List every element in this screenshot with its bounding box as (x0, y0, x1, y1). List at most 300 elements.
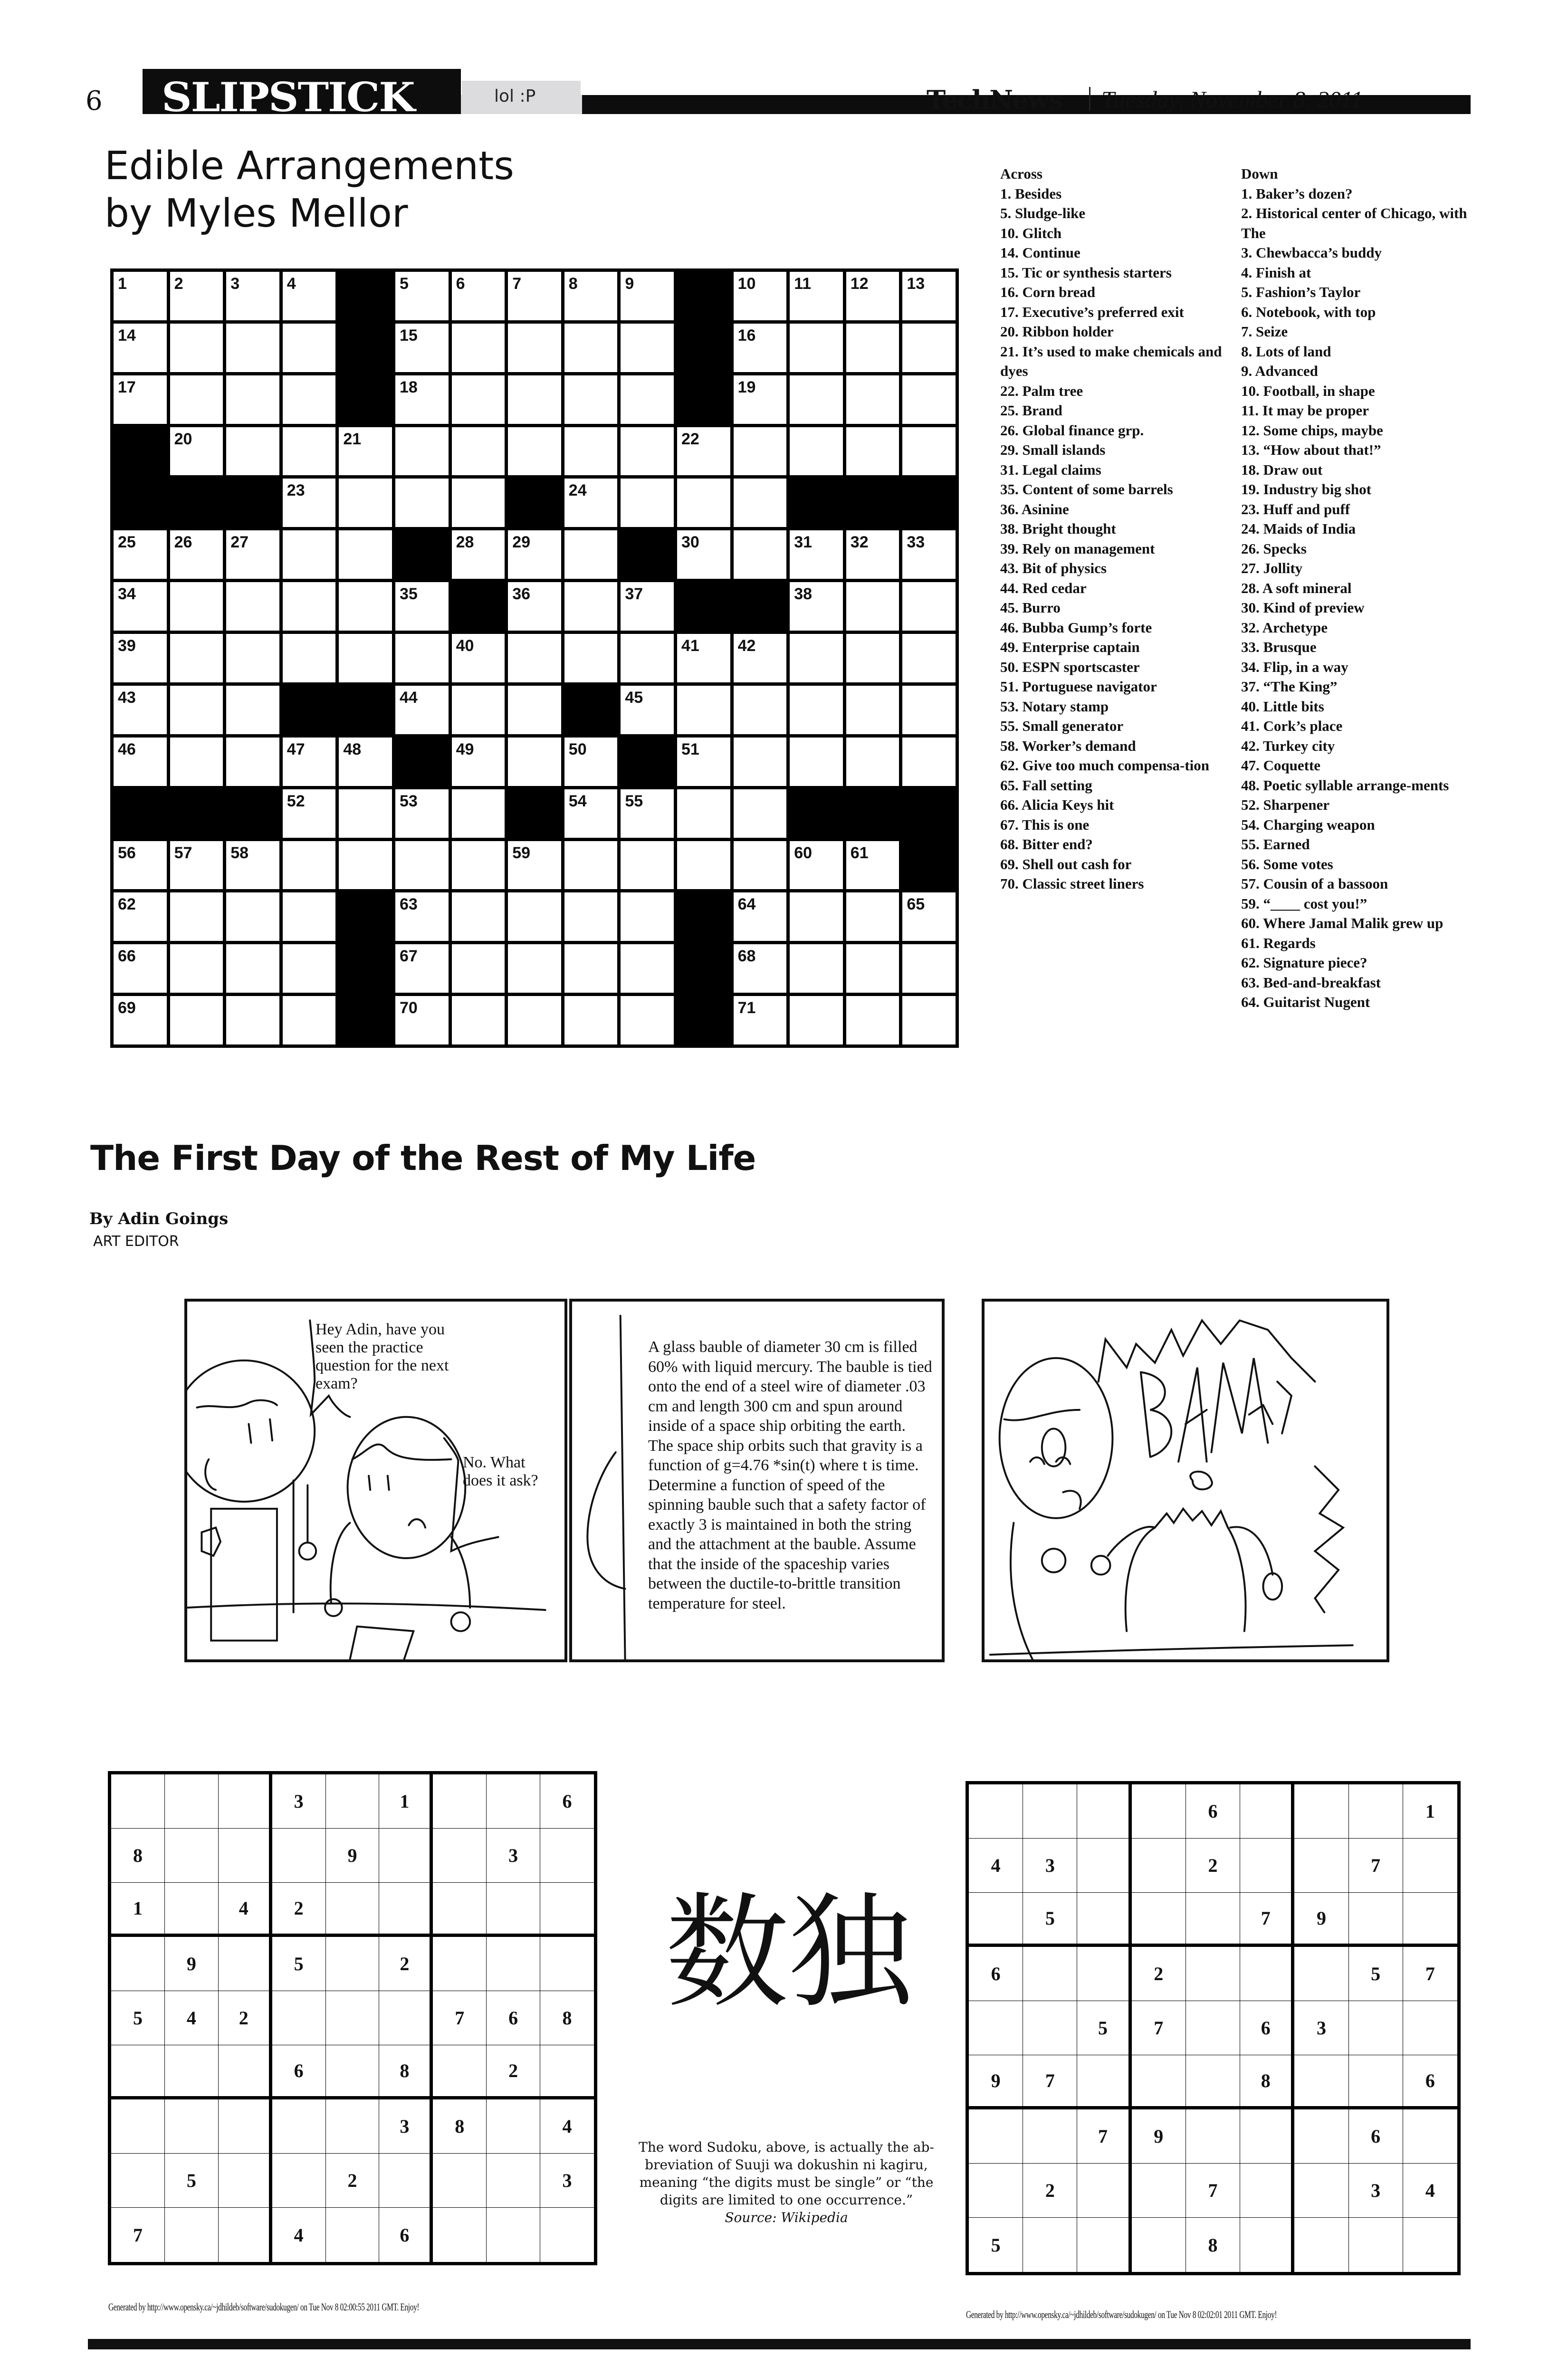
sudoku-empty-cell[interactable] (487, 1774, 540, 1829)
crossword-cell[interactable] (564, 892, 618, 941)
crossword-cell[interactable] (452, 479, 505, 527)
crossword-cell[interactable] (226, 634, 279, 682)
crossword-cell[interactable] (621, 582, 674, 631)
sudoku-empty-cell[interactable] (1186, 1947, 1240, 2001)
crossword-cell[interactable] (508, 686, 561, 734)
crossword-cell[interactable] (508, 738, 561, 786)
crossword-cell[interactable] (734, 530, 787, 579)
crossword-cell[interactable] (114, 944, 167, 993)
clue-number: 62 (118, 895, 136, 914)
crossword-block (114, 479, 167, 527)
crossword-cell[interactable] (621, 634, 674, 682)
crossword-cell[interactable] (226, 582, 279, 631)
issue-date: Tuesday, November 8, 2011 (1101, 86, 1363, 113)
sudoku-empty-cell[interactable] (165, 1774, 219, 1829)
sudoku-empty-cell[interactable] (326, 2099, 380, 2154)
sudoku-empty-cell[interactable] (487, 1937, 540, 1991)
crossword-block (339, 272, 392, 320)
crossword-cell[interactable] (508, 530, 561, 579)
crossword-cell[interactable] (170, 582, 223, 631)
sudoku-empty-cell[interactable] (433, 1937, 487, 1991)
crossword-cell[interactable] (846, 582, 899, 631)
sudoku-empty-cell[interactable] (1077, 2218, 1131, 2272)
crossword-cell[interactable] (226, 272, 279, 320)
sudoku-empty-cell[interactable] (487, 2154, 540, 2208)
crossword-cell[interactable] (114, 375, 167, 424)
crossword-cell[interactable] (790, 944, 843, 993)
crossword-cell[interactable] (790, 686, 843, 734)
crossword-cell[interactable] (339, 841, 392, 890)
crossword-cell[interactable] (395, 944, 449, 993)
crossword-cell[interactable] (564, 841, 618, 890)
sudoku-empty-cell[interactable] (1077, 1784, 1131, 1839)
crossword-cell[interactable] (395, 582, 449, 631)
crossword-cell[interactable] (790, 634, 843, 682)
sudoku-empty-cell[interactable] (433, 1829, 487, 1883)
crossword-cell[interactable] (621, 944, 674, 993)
sudoku-empty-cell[interactable] (326, 1991, 380, 2045)
crossword-cell[interactable] (564, 789, 618, 838)
crossword-cell[interactable] (621, 996, 674, 1044)
sudoku-empty-cell[interactable] (219, 2045, 272, 2099)
sudoku-empty-cell[interactable] (1349, 1893, 1403, 1947)
crossword-cell[interactable] (846, 996, 899, 1044)
sudoku-empty-cell[interactable] (540, 2208, 594, 2262)
crossword-cell[interactable] (339, 479, 392, 527)
crossword-cell[interactable] (734, 324, 787, 372)
sudoku-empty-cell[interactable] (111, 2045, 165, 2099)
sudoku-empty-cell[interactable] (326, 2208, 380, 2262)
crossword-cell[interactable] (452, 272, 505, 320)
crossword-cell[interactable] (846, 841, 899, 890)
sudoku-empty-cell[interactable] (1132, 1893, 1186, 1947)
crossword-cell[interactable] (395, 892, 449, 941)
sudoku-empty-cell[interactable] (1403, 2218, 1457, 2272)
crossword-cell[interactable] (508, 841, 561, 890)
sudoku-empty-cell[interactable] (165, 2099, 219, 2154)
sudoku-empty-cell[interactable] (1294, 2164, 1348, 2218)
sudoku-empty-cell[interactable] (272, 2099, 326, 2154)
sudoku-empty-cell[interactable] (969, 2109, 1023, 2164)
sudoku-empty-cell[interactable] (1186, 2109, 1240, 2164)
sudoku-empty-cell[interactable] (1294, 1947, 1348, 2001)
sudoku-empty-cell[interactable] (379, 1883, 433, 1937)
crossword-cell[interactable] (226, 892, 279, 941)
sudoku-empty-cell[interactable] (1077, 1893, 1131, 1947)
crossword-cell[interactable] (395, 479, 449, 527)
crossword-cell[interactable] (395, 841, 449, 890)
sudoku-empty-cell[interactable] (1023, 1784, 1077, 1839)
sudoku-empty-cell[interactable] (1240, 2164, 1294, 2218)
sudoku-empty-cell[interactable] (1132, 2164, 1186, 2218)
crossword-cell[interactable] (226, 530, 279, 579)
sudoku-empty-cell[interactable] (219, 2099, 272, 2154)
sudoku-empty-cell[interactable] (1186, 1893, 1240, 1947)
sudoku-empty-cell[interactable] (1186, 2055, 1240, 2109)
crossword-cell[interactable] (790, 996, 843, 1044)
crossword-cell[interactable] (734, 841, 787, 890)
sudoku-empty-cell[interactable] (1403, 2001, 1457, 2055)
crossword-cell[interactable] (452, 789, 505, 838)
crossword-cell[interactable] (621, 841, 674, 890)
sudoku-empty-cell[interactable] (487, 1883, 540, 1937)
crossword-cell[interactable] (395, 272, 449, 320)
crossword-cell[interactable] (508, 944, 561, 993)
sudoku-empty-cell[interactable] (165, 1829, 219, 1883)
sudoku-empty-cell[interactable] (1349, 2218, 1403, 2272)
crossword-cell[interactable] (790, 427, 843, 476)
crossword-cell[interactable] (564, 479, 618, 527)
crossword-cell[interactable] (621, 427, 674, 476)
crossword-cell[interactable] (846, 272, 899, 320)
sudoku-empty-cell[interactable] (219, 2208, 272, 2262)
crossword-cell[interactable] (790, 272, 843, 320)
sudoku-empty-cell[interactable] (540, 1829, 594, 1883)
sudoku-empty-cell[interactable] (326, 1883, 380, 1937)
crossword-cell[interactable] (283, 375, 336, 424)
sudoku-empty-cell[interactable] (219, 2154, 272, 2208)
sudoku-empty-cell[interactable] (1403, 1893, 1457, 1947)
crossword-cell[interactable] (846, 634, 899, 682)
crossword-cell[interactable] (621, 375, 674, 424)
crossword-cell[interactable] (283, 789, 336, 838)
crossword-cell[interactable] (170, 634, 223, 682)
crossword-cell[interactable] (846, 375, 899, 424)
sudoku-empty-cell[interactable] (1077, 1839, 1131, 1893)
sudoku-empty-cell[interactable] (272, 1829, 326, 1883)
crossword-cell[interactable] (902, 634, 956, 682)
crossword-cell[interactable] (114, 738, 167, 786)
crossword-cell[interactable] (508, 375, 561, 424)
sudoku-empty-cell[interactable] (969, 1893, 1023, 1947)
crossword-cell[interactable] (283, 996, 336, 1044)
sudoku-empty-cell[interactable] (433, 2208, 487, 2262)
sudoku-empty-cell[interactable] (1077, 2164, 1131, 2218)
crossword-cell[interactable] (734, 738, 787, 786)
crossword-cell[interactable] (790, 892, 843, 941)
sudoku-empty-cell[interactable] (1132, 1839, 1186, 1893)
sudoku-empty-cell[interactable] (165, 1883, 219, 1937)
crossword-cell[interactable] (226, 738, 279, 786)
crossword-cell[interactable] (395, 375, 449, 424)
sudoku-empty-cell[interactable] (1186, 2001, 1240, 2055)
crossword-cell[interactable] (734, 479, 787, 527)
crossword-cell[interactable] (564, 738, 618, 786)
crossword-cell[interactable] (170, 686, 223, 734)
crossword-cell[interactable] (734, 944, 787, 993)
crossword-cell[interactable] (508, 272, 561, 320)
crossword-cell[interactable] (226, 324, 279, 372)
sudoku-empty-cell[interactable] (1240, 1947, 1294, 2001)
crossword-cell[interactable] (621, 324, 674, 372)
sudoku-empty-cell[interactable] (111, 1937, 165, 1991)
clue-number: 3 (230, 275, 240, 293)
crossword-cell[interactable] (226, 686, 279, 734)
across-heading: Across (1000, 165, 1042, 182)
crossword-cell[interactable] (452, 892, 505, 941)
crossword-cell[interactable] (621, 686, 674, 734)
crossword-cell[interactable] (114, 634, 167, 682)
sudoku-empty-cell[interactable] (1294, 1784, 1348, 1839)
crossword-cell[interactable] (395, 324, 449, 372)
crossword-cell[interactable] (902, 582, 956, 631)
crossword-cell[interactable] (564, 272, 618, 320)
sudoku-empty-cell[interactable] (1240, 2218, 1294, 2272)
sudoku-empty-cell[interactable] (969, 2164, 1023, 2218)
sudoku-empty-cell[interactable] (272, 2154, 326, 2208)
crossword-cell[interactable] (170, 738, 223, 786)
crossword-cell[interactable] (790, 324, 843, 372)
crossword-cell[interactable] (395, 686, 449, 734)
sudoku-empty-cell[interactable] (379, 2154, 433, 2208)
crossword-cell[interactable] (226, 996, 279, 1044)
sudoku-empty-cell[interactable] (1349, 2001, 1403, 2055)
clue-number: 5 (399, 275, 409, 293)
crossword-cell[interactable] (677, 479, 730, 527)
sudoku-empty-cell[interactable] (272, 1991, 326, 2045)
sudoku-empty-cell[interactable] (379, 1991, 433, 2045)
crossword-cell[interactable] (170, 324, 223, 372)
sudoku-empty-cell[interactable] (487, 2099, 540, 2154)
crossword-cell[interactable] (677, 427, 730, 476)
crossword-block (508, 789, 561, 838)
crossword-cell[interactable] (902, 892, 956, 941)
crossword-cell[interactable] (621, 789, 674, 838)
sudoku-empty-cell[interactable] (1240, 1784, 1294, 1839)
sudoku-empty-cell[interactable] (1023, 2218, 1077, 2272)
crossword-cell[interactable] (508, 427, 561, 476)
crossword-cell[interactable] (339, 789, 392, 838)
crossword-cell[interactable] (790, 530, 843, 579)
sudoku-empty-cell[interactable] (111, 1774, 165, 1829)
crossword-cell[interactable] (846, 944, 899, 993)
crossword-cell[interactable] (564, 944, 618, 993)
sudoku-empty-cell[interactable] (1349, 2055, 1403, 2109)
crossword-cell[interactable] (790, 582, 843, 631)
crossword-cell[interactable] (902, 686, 956, 734)
crossword-cell[interactable] (114, 582, 167, 631)
crossword-cell[interactable] (508, 996, 561, 1044)
sudoku-empty-cell[interactable] (219, 1774, 272, 1829)
crossword-cell[interactable] (677, 530, 730, 579)
crossword-cell[interactable] (846, 530, 899, 579)
crossword-cell[interactable] (452, 324, 505, 372)
crossword-cell[interactable] (283, 738, 336, 786)
sudoku-empty-cell[interactable] (540, 1937, 594, 1991)
crossword-cell[interactable] (846, 427, 899, 476)
crossword-cell[interactable] (226, 841, 279, 890)
sudoku-empty-cell[interactable] (1294, 1839, 1348, 1893)
crossword-cell[interactable] (170, 944, 223, 993)
crossword-cell[interactable] (114, 272, 167, 320)
sudoku-empty-cell[interactable] (326, 1937, 380, 1991)
crossword-cell[interactable] (283, 944, 336, 993)
sudoku-empty-cell[interactable] (1132, 2055, 1186, 2109)
crossword-cell[interactable] (114, 841, 167, 890)
crossword-cell[interactable] (339, 427, 392, 476)
crossword-cell[interactable] (452, 841, 505, 890)
crossword-cell[interactable] (170, 996, 223, 1044)
crossword-cell[interactable] (790, 841, 843, 890)
crossword-cell[interactable] (395, 789, 449, 838)
crossword-cell[interactable] (508, 582, 561, 631)
crossword-cell[interactable] (846, 738, 899, 786)
sudoku-empty-cell[interactable] (1023, 1947, 1077, 2001)
sudoku-empty-cell[interactable] (165, 2045, 219, 2099)
crossword-cell[interactable] (790, 375, 843, 424)
sudoku-empty-cell[interactable] (111, 2154, 165, 2208)
crossword-cell[interactable] (452, 634, 505, 682)
crossword-cell[interactable] (790, 738, 843, 786)
crossword-cell[interactable] (395, 996, 449, 1044)
crossword-cell[interactable] (902, 375, 956, 424)
crossword-cell[interactable] (170, 841, 223, 890)
sudoku-empty-cell[interactable] (1294, 2055, 1348, 2109)
crossword-cell[interactable] (734, 272, 787, 320)
sudoku-empty-cell[interactable] (1403, 1839, 1457, 1893)
crossword-cell[interactable] (114, 686, 167, 734)
crossword-cell[interactable] (283, 892, 336, 941)
crossword-cell[interactable] (452, 996, 505, 1044)
crossword-cell[interactable] (452, 686, 505, 734)
crossword-cell[interactable] (283, 324, 336, 372)
crossword-cell[interactable] (846, 892, 899, 941)
sudoku-empty-cell[interactable] (219, 1829, 272, 1883)
crossword-cell[interactable] (564, 324, 618, 372)
crossword-cell[interactable] (734, 789, 787, 838)
crossword-cell[interactable] (902, 530, 956, 579)
crossword-cell[interactable] (283, 841, 336, 890)
crossword-cell[interactable] (734, 634, 787, 682)
crossword-cell[interactable] (846, 686, 899, 734)
sudoku-empty-cell[interactable] (1403, 2109, 1457, 2164)
crossword-cell[interactable] (564, 427, 618, 476)
sudoku-empty-cell[interactable] (1023, 2109, 1077, 2164)
crossword-cell[interactable] (283, 272, 336, 320)
sudoku-empty-cell[interactable] (326, 2045, 380, 2099)
crossword-cell[interactable] (902, 944, 956, 993)
crossword-cell[interactable] (846, 324, 899, 372)
crossword-cell[interactable] (564, 634, 618, 682)
sudoku-empty-cell[interactable] (1240, 1839, 1294, 1893)
crossword-cell[interactable] (170, 375, 223, 424)
sudoku-empty-cell[interactable] (969, 1784, 1023, 1839)
crossword-cell[interactable] (902, 996, 956, 1044)
crossword-cell[interactable] (395, 634, 449, 682)
crossword-cell[interactable] (395, 427, 449, 476)
crossword-cell[interactable] (734, 427, 787, 476)
crossword-cell[interactable] (677, 686, 730, 734)
sudoku-empty-cell[interactable] (219, 1937, 272, 1991)
sudoku-empty-cell[interactable] (1077, 1947, 1131, 2001)
sudoku-empty-cell[interactable] (379, 1829, 433, 1883)
crossword-cell[interactable] (452, 427, 505, 476)
sudoku-empty-cell[interactable] (1349, 1784, 1403, 1839)
crossword-cell[interactable] (508, 892, 561, 941)
crossword-cell[interactable] (621, 892, 674, 941)
crossword-cell[interactable] (902, 738, 956, 786)
crossword-cell[interactable] (734, 375, 787, 424)
crossword-cell[interactable] (339, 738, 392, 786)
crossword-cell[interactable] (508, 324, 561, 372)
crossword-cell[interactable] (677, 738, 730, 786)
crossword-cell[interactable] (170, 272, 223, 320)
crossword-cell[interactable] (677, 634, 730, 682)
crossword-cell[interactable] (339, 634, 392, 682)
crossword-cell[interactable] (452, 530, 505, 579)
crossword-cell[interactable] (283, 530, 336, 579)
crossword-cell[interactable] (677, 841, 730, 890)
crossword-cell[interactable] (621, 272, 674, 320)
crossword-cell[interactable] (902, 324, 956, 372)
crossword-cell[interactable] (902, 272, 956, 320)
sudoku-empty-cell[interactable] (969, 2001, 1023, 2055)
sudoku-empty-cell[interactable] (1132, 1784, 1186, 1839)
crossword-cell[interactable] (226, 427, 279, 476)
crossword-cell[interactable] (902, 427, 956, 476)
sudoku-empty-cell[interactable] (111, 2099, 165, 2154)
crossword-cell[interactable] (283, 634, 336, 682)
crossword-cell[interactable] (114, 530, 167, 579)
crossword-cell[interactable] (734, 686, 787, 734)
sudoku-empty-cell[interactable] (1077, 2055, 1131, 2109)
sudoku-empty-cell[interactable] (540, 1883, 594, 1937)
crossword-cell[interactable] (677, 789, 730, 838)
crossword-cell[interactable] (564, 375, 618, 424)
crossword-cell[interactable] (170, 530, 223, 579)
crossword-cell[interactable] (114, 996, 167, 1044)
crossword-cell[interactable] (452, 738, 505, 786)
sudoku-empty-cell[interactable] (1294, 2109, 1348, 2164)
sudoku-empty-cell[interactable] (165, 2208, 219, 2262)
crossword-cell[interactable] (564, 582, 618, 631)
crossword-cell[interactable] (734, 996, 787, 1044)
crossword-cell[interactable] (564, 530, 618, 579)
crossword-cell[interactable] (621, 479, 674, 527)
crossword-cell[interactable] (170, 892, 223, 941)
sudoku-empty-cell[interactable] (487, 2208, 540, 2262)
crossword-cell[interactable] (339, 530, 392, 579)
crossword-cell[interactable] (734, 892, 787, 941)
clue-item: 60. Where Jamal Malik grew up (1241, 915, 1444, 931)
crossword-cell[interactable] (226, 375, 279, 424)
crossword-cell[interactable] (452, 944, 505, 993)
crossword-cell[interactable] (170, 427, 223, 476)
sudoku-empty-cell[interactable] (433, 1883, 487, 1937)
sudoku-empty-cell[interactable] (1132, 2218, 1186, 2272)
sudoku-empty-cell[interactable] (433, 2045, 487, 2099)
sudoku-empty-cell[interactable] (326, 1774, 380, 1829)
sudoku-empty-cell[interactable] (1294, 2218, 1348, 2272)
sudoku-empty-cell[interactable] (1023, 2001, 1077, 2055)
crossword-cell[interactable] (564, 996, 618, 1044)
sudoku-empty-cell[interactable] (1240, 2109, 1294, 2164)
clue-item: 41. Cork’s place (1241, 718, 1343, 734)
crossword-cell[interactable] (339, 582, 392, 631)
crossword-cell[interactable] (226, 944, 279, 993)
sudoku-empty-cell[interactable] (433, 2154, 487, 2208)
crossword-cell[interactable] (283, 582, 336, 631)
sudoku-empty-cell[interactable] (540, 2045, 594, 2099)
comic-author-role: ART EDITOR (93, 1233, 179, 1250)
crossword-cell[interactable] (114, 324, 167, 372)
crossword-cell[interactable] (508, 634, 561, 682)
crossword-cell[interactable] (283, 427, 336, 476)
crossword-cell[interactable] (114, 892, 167, 941)
crossword-cell[interactable] (452, 375, 505, 424)
sudoku-empty-cell[interactable] (433, 1774, 487, 1829)
crossword-cell[interactable] (283, 479, 336, 527)
